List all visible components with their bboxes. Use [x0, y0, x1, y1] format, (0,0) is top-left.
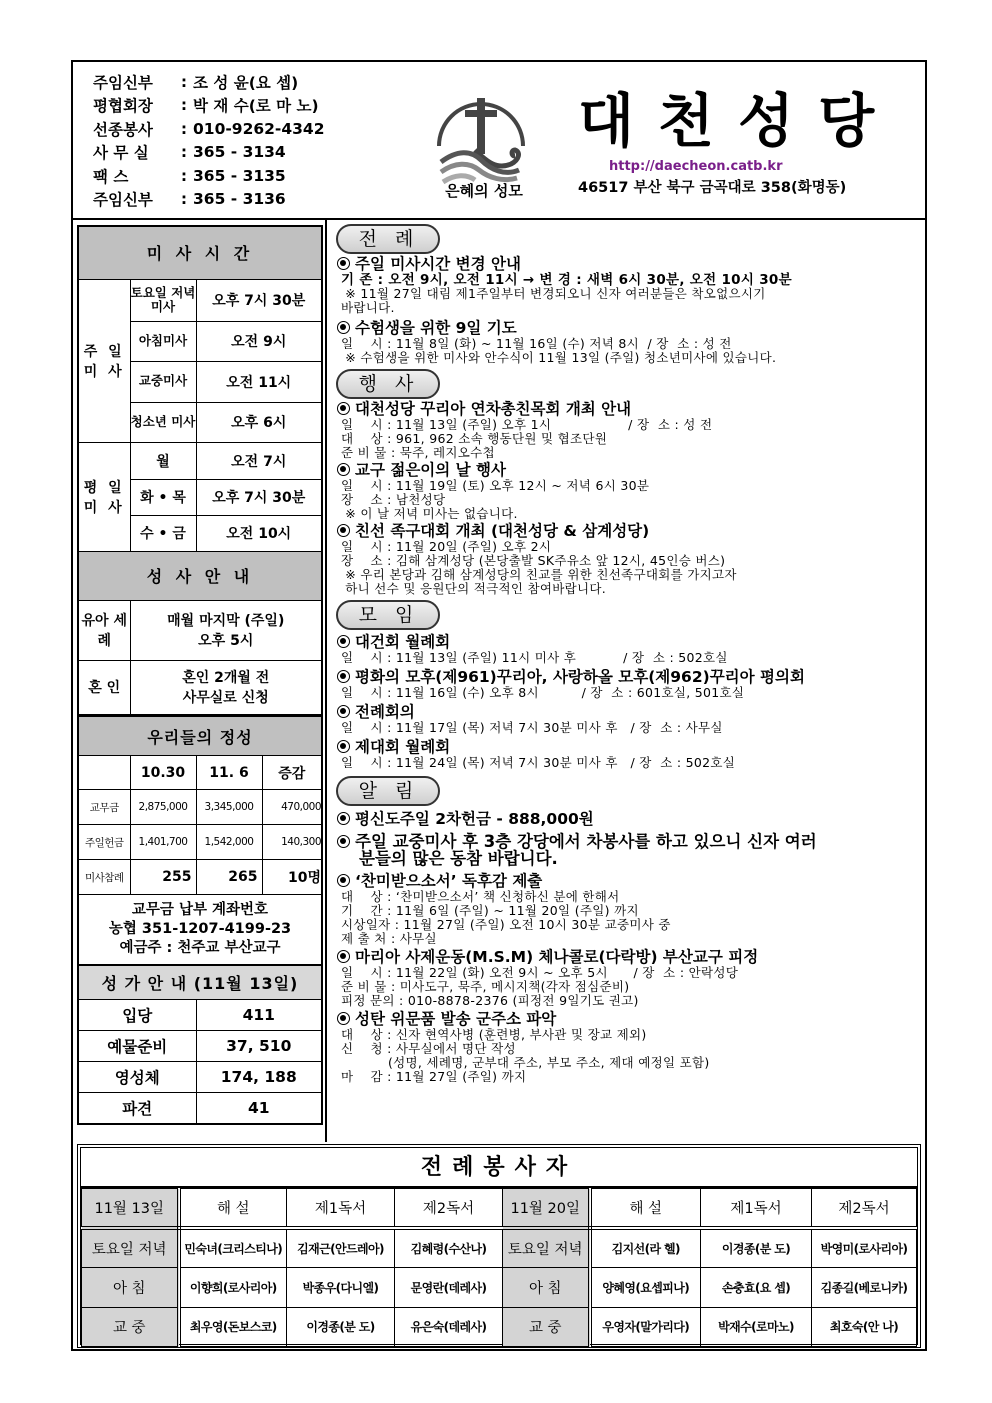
notice-title — [333, 811, 923, 828]
detail-line: ※ 우리 본당과 김해 삼계성당의 친교를 위한 친선족구대회를 가지고자 — [341, 567, 737, 582]
logo-caption: 은혜의 성모 — [445, 182, 523, 200]
servers-title: 전례봉사자 — [81, 1148, 917, 1188]
detail-line: 일 시 : 11월 19일 (토) 오후 12시 ~ 저녁 6시 30분 — [341, 478, 650, 493]
row-label: 주일헌금 — [78, 825, 130, 860]
contact-row: 주임신부 : 365 - 3136 — [93, 190, 286, 210]
left-column — [77, 225, 323, 1125]
account-info — [78, 895, 322, 965]
info-line: 매월 마지막 (주일) — [167, 613, 285, 629]
notice-title — [333, 949, 923, 966]
notice-title — [333, 833, 923, 850]
cell: 470,000 — [262, 790, 322, 825]
bullet-icon — [337, 874, 350, 887]
server-row — [82, 1228, 917, 1268]
server-name: 최우영(돈보스코) — [179, 1307, 287, 1347]
week-date: 11월 13일 — [82, 1189, 179, 1229]
detail-line: 일 시 : 11월 13일 (주일) 11시 미사 후 / 장 소 : 502호실 — [341, 650, 728, 665]
detail-line: 하니 선수 및 응원단의 적극적인 참여바랍니다. — [341, 581, 607, 596]
notice-title — [333, 401, 923, 418]
section-tag-events: 행사 — [336, 369, 440, 399]
server-name: 유은숙(데레사) — [395, 1307, 503, 1347]
mass-name: 수 • 금 — [130, 515, 196, 551]
mass-label: 교 중 — [503, 1307, 590, 1347]
liturgy-servers-box — [77, 1144, 921, 1348]
detail-line: ※ 수험생을 위한 미사와 안수식이 11월 13일 (주일) 청소년미사에 있습니다. — [341, 350, 777, 365]
website-link[interactable]: http://daecheon.catb.kr — [609, 159, 783, 174]
info-line: 사무실로 신청 — [182, 690, 269, 707]
bullet-icon — [337, 670, 350, 683]
hymn-number: 37, 510 — [196, 1031, 322, 1062]
sacrament-info — [130, 600, 322, 660]
detail-line: 장 소 : 남천성당 — [341, 492, 446, 507]
notice-title — [333, 320, 923, 337]
notice-title — [333, 669, 923, 686]
bullet-icon — [337, 463, 350, 476]
section-tag-notices: 알림 — [336, 776, 440, 806]
hymn-part: 파견 — [78, 1093, 196, 1124]
notice-title — [333, 256, 923, 273]
server-name: 이경종(분 도) — [287, 1307, 395, 1347]
server-name: 박종우(다니엘) — [287, 1268, 395, 1308]
cell: 10명 — [262, 860, 322, 895]
row-label: 교무금 — [78, 790, 130, 825]
notice-title — [333, 739, 923, 756]
title-text: 대천성당 꾸리아 연차총친목회 개최 안내 — [355, 400, 632, 418]
column-header: 11. 6 — [196, 756, 262, 790]
bullet-icon — [337, 321, 350, 334]
week-date: 11월 20일 — [503, 1189, 590, 1229]
detail-line: 일 시 : 11월 22일 (화) 오전 9시 ~ 오후 5시 / 장 소 : 안락성당 — [341, 965, 739, 980]
parish-title: 대천성당 — [578, 87, 899, 155]
role-header: 제1독서 — [701, 1189, 812, 1229]
title-text: 주일 교중미사 후 3층 강당에서 차봉사를 하고 있으니 신자 여러 — [355, 832, 817, 851]
title-text: 마리아 사제운동(M.S.M) 체나콜로(다락방) 부산교구 피정 — [355, 948, 759, 966]
role-header: 제2독서 — [812, 1189, 917, 1229]
bullet-icon — [337, 705, 350, 718]
detail-line: (성명, 세례명, 군부대 주소, 부모 주소, 제대 예정일 포함) — [341, 1055, 710, 1070]
notice-title — [333, 462, 923, 479]
detail-line: 대 상 : 신자 현역사병 (훈련병, 부사관 및 장교 제외) — [341, 1027, 647, 1042]
contact-row: 팩 스 : 365 - 3135 — [93, 166, 286, 186]
mass-times-heading: 미 사 시 간 — [78, 226, 322, 279]
hymn-part: 입당 — [78, 1000, 196, 1031]
server-name: 김종길(베로니카) — [812, 1268, 917, 1308]
server-name: 이경종(분 도) — [701, 1228, 812, 1268]
title-text: 평신도주일 2차헌금 - 888,000원 — [355, 810, 594, 828]
detail-line: 기 존 : 오전 9시, 오전 11시 → 변 경 : 새벽 6시 30분, 오전 10시 30분 — [341, 272, 792, 288]
offerings-table — [77, 716, 323, 965]
detail-line: 바랍니다. — [341, 300, 395, 315]
server-name: 문영란(데레사) — [395, 1268, 503, 1308]
role-header: 해 설 — [179, 1189, 287, 1229]
detail-line: 대 상 : 961, 962 소속 행동단원 및 협조단원 — [341, 431, 608, 446]
mass-time: 오전 11시 — [196, 361, 322, 402]
title-text: 대건회 월례회 — [355, 633, 451, 651]
title-text: 성탄 위문품 발송 군주소 파악 — [355, 1010, 557, 1028]
title-text: 교구 젊은이의 날 행사 — [355, 461, 506, 479]
notice-title — [333, 704, 923, 721]
server-name: 최호숙(안 나) — [812, 1307, 917, 1347]
role-header: 제1독서 — [287, 1189, 395, 1229]
detail-line: 시상일자 : 11월 27일 (주일) 오전 10시 30분 교중미사 중 — [341, 917, 671, 932]
cell: 265 — [196, 860, 262, 895]
contact-row: 주임신부 : 조 성 윤(요 셉) — [93, 72, 299, 92]
server-name: 김지선(라 헬) — [590, 1228, 701, 1268]
mass-name: 월 — [130, 442, 196, 479]
bullet-icon — [337, 257, 350, 270]
bullet-icon — [337, 1012, 350, 1025]
detail-line: 준 비 물 : 미사도구, 묵주, 메시지책(각자 점심준비) — [341, 979, 630, 994]
cell: 1,401,700 — [130, 825, 196, 860]
column-header: 10.30 — [130, 756, 196, 790]
notice-title — [333, 873, 923, 890]
title-text: 평화의 모후(제961)꾸리아, 사랑하올 모후(제962)꾸리아 평의회 — [355, 668, 805, 686]
column-header: 증감 — [262, 756, 322, 790]
detail-line: 일 시 : 11월 13일 (주일) 오후 1시 / 장 소 : 성 전 — [341, 417, 713, 432]
account-line: 교무금 납부 계좌번호 — [131, 902, 269, 918]
row-label: 미사참례 — [78, 860, 130, 895]
mass-time: 오전 10시 — [196, 515, 322, 551]
info-line: 혼인 2개월 전 — [182, 670, 270, 687]
mass-label: 토요일 저녁 — [82, 1228, 179, 1268]
sunday-mass-label: 주 일 미 사 — [78, 279, 130, 442]
detail-line: 일 시 : 11월 17일 (목) 저녁 7시 30분 미사 후 / 장 소 : 사무실 — [341, 720, 723, 735]
account-line: 농협 351-1207-4199-23 — [108, 921, 292, 937]
server-name: 양혜영(요셉피나) — [590, 1268, 701, 1308]
server-row — [82, 1307, 917, 1347]
hymn-part: 예물준비 — [78, 1031, 196, 1062]
bullet-icon — [337, 524, 350, 537]
mass-name: 청소년 미사 — [130, 402, 196, 442]
info-line: 오후 5시 — [198, 633, 254, 649]
mass-name: 아침미사 — [130, 321, 196, 361]
sacrament-name: 유아 세례 — [78, 600, 130, 660]
title-text: 친선 족구대회 개최 (대천성당 & 삼계성당) — [355, 522, 650, 540]
detail-line: 일 시 : 11월 24일 (목) 저녁 7시 30분 미사 후 / 장 소 : 502호실 — [341, 755, 736, 770]
mass-label: 토요일 저녁 — [503, 1228, 590, 1268]
detail-line: 마 감 : 11월 27일 (주일) 까지 — [341, 1069, 527, 1084]
mass-label: 아 침 — [503, 1268, 590, 1308]
title-text: 주일 미사시간 변경 안내 — [355, 255, 521, 273]
detail-line: 피정 문의 : 010-8878-2376 (피정전 9일기도 권고) — [341, 993, 639, 1008]
hymns-heading: 성 가 안 내 (11월 13일) — [78, 966, 322, 1000]
server-row — [82, 1268, 917, 1308]
detail-line: 대 상 : ‘찬미받으소서’ 책 신청하신 분에 한해서 — [341, 889, 620, 904]
cell: 140,300 — [262, 825, 322, 860]
mass-label: 교 중 — [82, 1307, 179, 1347]
bullet-icon — [337, 635, 350, 648]
title-text: 제대회 월례회 — [355, 738, 451, 756]
title-text: 수험생을 위한 9일 기도 — [355, 319, 517, 337]
detail-line: 일 시 : 11월 16일 (수) 오후 8시 / 장 소 : 601호실, 501호실 — [341, 685, 745, 700]
detail-line: 일 시 : 11월 20일 (주일) 오후 2시 — [341, 539, 552, 554]
notice-continuation: 분들의 많은 동참 바랍니다. — [359, 849, 558, 868]
notice-title — [333, 523, 923, 540]
cell: 2,875,000 — [130, 790, 196, 825]
sacraments-heading: 성 사 안 내 — [78, 551, 322, 600]
cell: 1,542,000 — [196, 825, 262, 860]
mass-time: 오전 7시 — [196, 442, 322, 479]
column-divider — [325, 220, 327, 1142]
right-column — [333, 222, 923, 1084]
detail-line: ※ 이 날 저녁 미사는 없습니다. — [341, 506, 518, 521]
mass-time: 오후 6시 — [196, 402, 322, 442]
notice-title — [333, 1011, 923, 1028]
server-name: 김혜령(수산나) — [395, 1228, 503, 1268]
contact-row: 평협회장 : 박 재 수(로 마 노) — [93, 96, 319, 116]
hymn-number: 41 — [196, 1093, 322, 1124]
server-name: 민숙녀(크리스티나) — [179, 1228, 287, 1268]
contact-list — [93, 70, 325, 211]
cell: 255 — [130, 860, 196, 895]
mass-name: 토요일 저녁미사 — [130, 279, 196, 321]
contact-row: 사 무 실 : 365 - 3134 — [93, 143, 286, 163]
detail-line: 신 청 : 사무실에서 명단 작성 — [341, 1041, 516, 1056]
server-name: 박재수(로마노) — [701, 1307, 812, 1347]
bullet-icon — [337, 402, 350, 415]
sacrament-info — [130, 660, 322, 715]
section-tag-meetings: 모임 — [336, 600, 440, 630]
notice-title — [333, 634, 923, 651]
mass-name: 화 • 목 — [130, 479, 196, 515]
detail-line: 일 시 : 11월 8일 (화) ~ 11월 16일 (수) 저녁 8시 / 장 소 : 성 전 — [341, 336, 732, 351]
role-header: 해 설 — [590, 1189, 701, 1229]
hymns-table — [77, 965, 323, 1125]
role-header: 제2독서 — [395, 1189, 503, 1229]
mass-time: 오전 9시 — [196, 321, 322, 361]
parish-address: 46517 부산 북구 금곡대로 358(화명동) — [578, 180, 847, 196]
detail-line: 제 출 처 : 사무실 — [341, 931, 437, 946]
mass-name: 교중미사 — [130, 361, 196, 402]
bullet-icon — [337, 950, 350, 963]
weekday-mass-label: 평 일 미 사 — [78, 442, 130, 551]
detail-line: 기 간 : 11월 6일 (주일) ~ 11월 20일 (주일) 까지 — [341, 903, 639, 918]
bulletin-page — [71, 60, 927, 1351]
detail-line: 준 비 물 : 묵주, 레지오수첩 — [341, 445, 495, 460]
server-name: 박영미(로사리아) — [812, 1228, 917, 1268]
offerings-heading: 우리들의 정성 — [78, 717, 322, 756]
hymn-number: 411 — [196, 1000, 322, 1031]
bullet-icon — [337, 740, 350, 753]
bulletin-header — [73, 62, 925, 220]
sacrament-name: 혼 인 — [78, 660, 130, 715]
server-name: 손충효(요 셉) — [701, 1268, 812, 1308]
server-name: 김재근(안드레아) — [287, 1228, 395, 1268]
hymn-number: 174, 188 — [196, 1062, 322, 1093]
mass-time: 오후 7시 30분 — [196, 479, 322, 515]
servers-table — [81, 1188, 917, 1347]
hymn-part: 영성체 — [78, 1062, 196, 1093]
bullet-icon — [337, 812, 350, 825]
title-text: ‘찬미받으소서’ 독후감 제출 — [355, 872, 543, 890]
contact-row: 선종봉사 : 010-9262-4342 — [93, 119, 325, 139]
bullet-icon — [337, 835, 350, 848]
mass-label: 아 침 — [82, 1268, 179, 1308]
detail-line: 장 소 : 김해 삼계성당 (본당출발 SK주유소 앞 12시, 45인승 버스) — [341, 553, 726, 568]
mass-times-table — [77, 225, 323, 716]
title-text: 전례회의 — [355, 703, 415, 721]
server-name: 이향희(로사리아) — [179, 1268, 287, 1308]
column-header — [78, 756, 130, 790]
cell: 3,345,000 — [196, 790, 262, 825]
section-tag-liturgy: 전례 — [336, 224, 440, 254]
detail-line: ※ 11월 27일 대림 제1주일부터 변경되오니 신자 여러분들은 착오없으시기 — [341, 286, 766, 301]
account-line: 예금주 : 천주교 부산교구 — [119, 940, 281, 956]
server-name: 우영자(말가리다) — [590, 1307, 701, 1347]
mass-time: 오후 7시 30분 — [196, 279, 322, 321]
